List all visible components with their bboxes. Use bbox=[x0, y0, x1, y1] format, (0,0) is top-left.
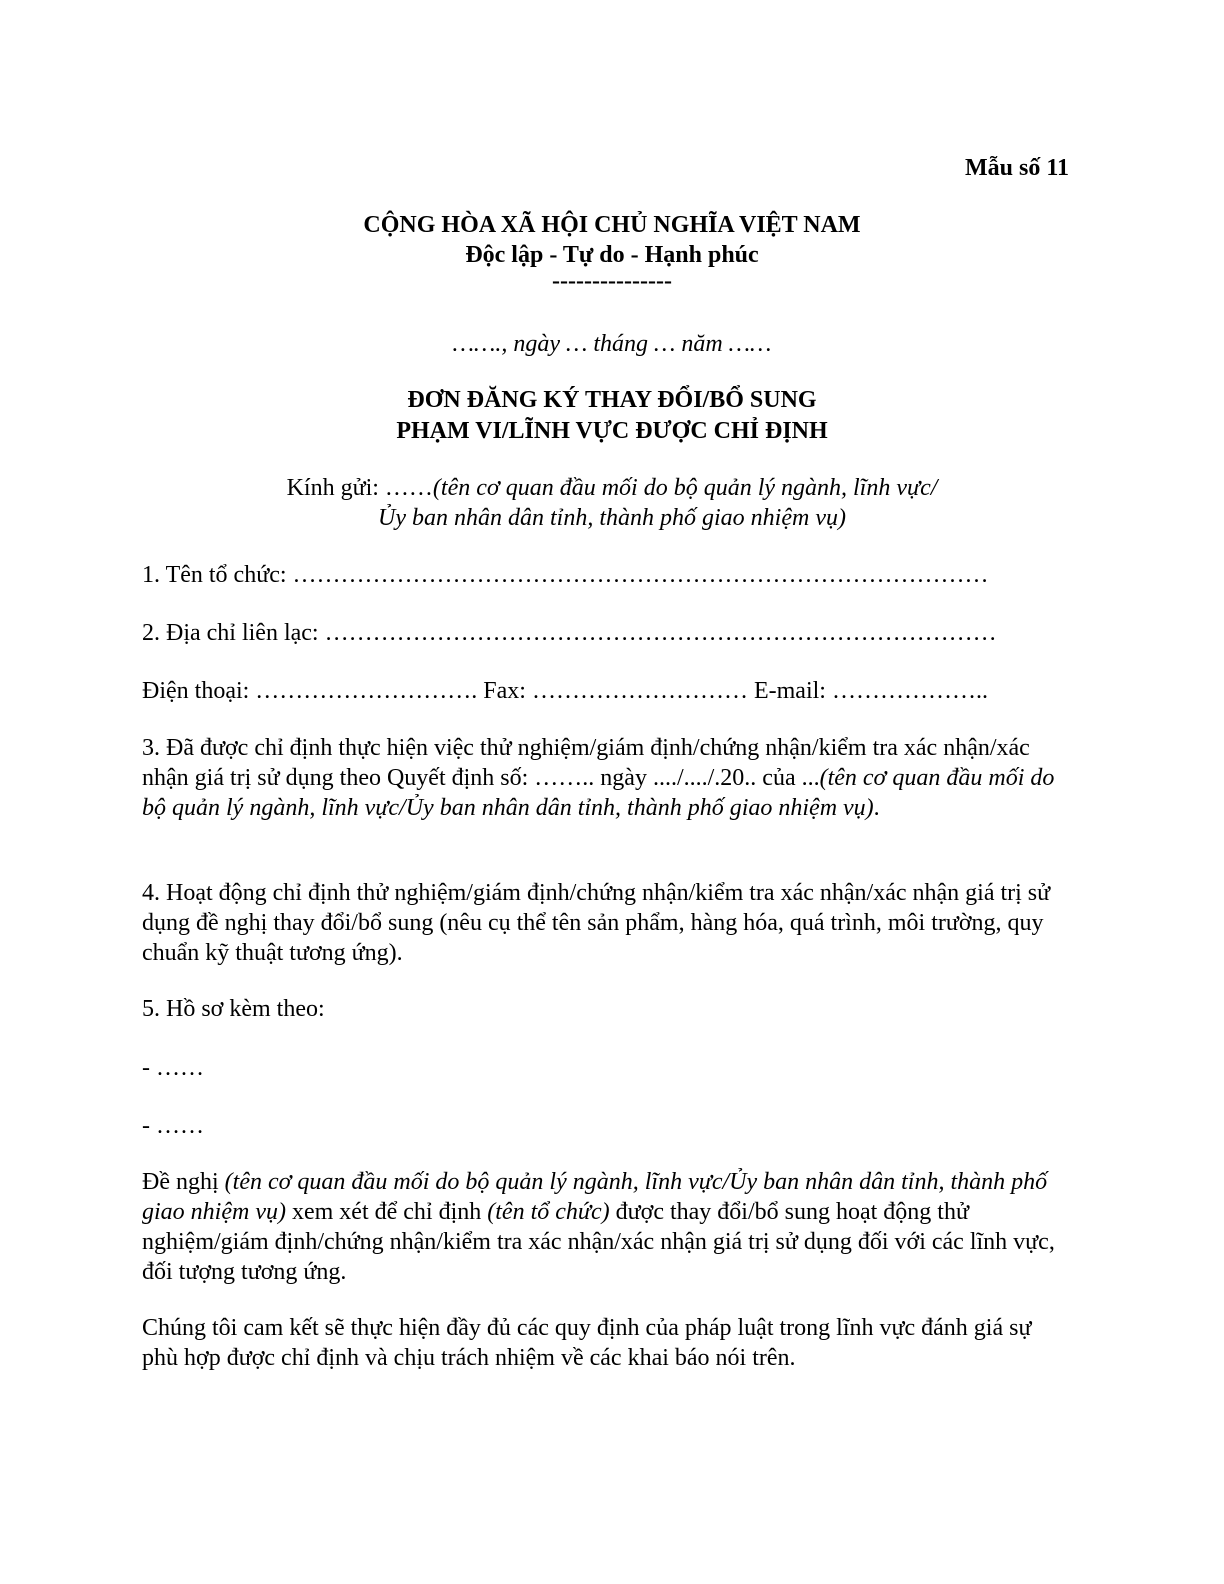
request-text-c: xem xét để chỉ định bbox=[285, 1199, 488, 1225]
commitment-paragraph: Chúng tôi cam kết sẽ thực hiện đầy đủ các quy định của pháp luật trong lĩnh vực đánh giá sự phù hợp được chỉ định và chịu trách nhiệm về các khai báo nói trên. bbox=[142, 1315, 1032, 1371]
request-text-e: được thay đổi/bổ sung hoạt động thử nghiệm/giám định/chứng nhận/kiểm tra xác nhận/xác nhận giá trị sử dụng đối với các lĩnh vực, đối tượng tương ứng. bbox=[142, 1199, 1055, 1285]
item-3-text: 3. Đã được chỉ định thực hiện việc thử nghiệm/giám định/chứng nhận/kiểm tra xác nhận/xác nhận giá trị sử dụng theo Quyết định số: …….. ngày ..../..../.20.. của ... bbox=[142, 735, 1030, 791]
contact-field: Điện thoại: ………………………. Fax: ……………………… E-mail: ……………….. bbox=[142, 678, 988, 704]
national-motto: Độc lập - Tự do - Hạnh phúc bbox=[465, 242, 759, 268]
item-3-paragraph bbox=[142, 733, 1072, 823]
recipient-line2: Ủy ban nhân dân tỉnh, thành phố giao nhiệm vụ) bbox=[378, 505, 846, 531]
item-3-end: . bbox=[873, 795, 880, 821]
address-field: 2. Địa chỉ liên lạc: ………………………………………………………………………… bbox=[142, 620, 997, 646]
document-title-line2: PHẠM VI/LĨNH VỰC ĐƯỢC CHỈ ĐỊNH bbox=[396, 418, 828, 444]
country-name: CỘNG HÒA XÃ HỘI CHỦ NGHĨA VIỆT NAM bbox=[363, 212, 861, 238]
document-title-line1: ĐƠN ĐĂNG KÝ THAY ĐỔI/BỔ SUNG bbox=[407, 387, 817, 413]
org-name-field: 1. Tên tổ chức: …………………………………………………………………………… bbox=[142, 562, 989, 588]
item-3-agency: (tên cơ quan đầu mối do bộ quản lý ngành, lĩnh vực/Ủy ban nhân dân tỉnh, thành phố giao nhiệm vụ) bbox=[142, 765, 1055, 821]
attachment-1: - …… bbox=[142, 1055, 204, 1081]
recipient-line1 bbox=[0, 475, 1224, 502]
request-text-a: Đề nghị bbox=[142, 1169, 225, 1195]
request-org: (tên tổ chức) bbox=[487, 1199, 610, 1225]
item-4-paragraph: 4. Hoạt động chỉ định thử nghiệm/giám định/chứng nhận/kiểm tra xác nhận/xác nhận giá trị sử dụng đề nghị thay đổi/bổ sung (nêu cụ thể tên sản phẩm, hàng hóa, quá trình, môi trường, quy chuẩn kỹ thuật tương ứng). bbox=[142, 880, 1051, 966]
request-paragraph bbox=[142, 1167, 1072, 1287]
recipient-agency: (tên cơ quan đầu mối do bộ quản lý ngành, lĩnh vực/ bbox=[432, 475, 938, 501]
recipient-prefix: Kính gửi: …… bbox=[286, 475, 433, 501]
request-agency: (tên cơ quan đầu mối do bộ quản lý ngành, lĩnh vực/Ủy ban nhân dân tỉnh, thành phố giao nhiệm vụ) bbox=[142, 1169, 1048, 1225]
header-separator: --------------- bbox=[552, 268, 672, 294]
attachment-2: - …… bbox=[142, 1113, 204, 1139]
item-5-heading: 5. Hồ sơ kèm theo: bbox=[142, 996, 325, 1022]
date-line: ……., ngày … tháng … năm …… bbox=[452, 331, 772, 357]
form-number: Mẫu số 11 bbox=[964, 155, 1069, 181]
